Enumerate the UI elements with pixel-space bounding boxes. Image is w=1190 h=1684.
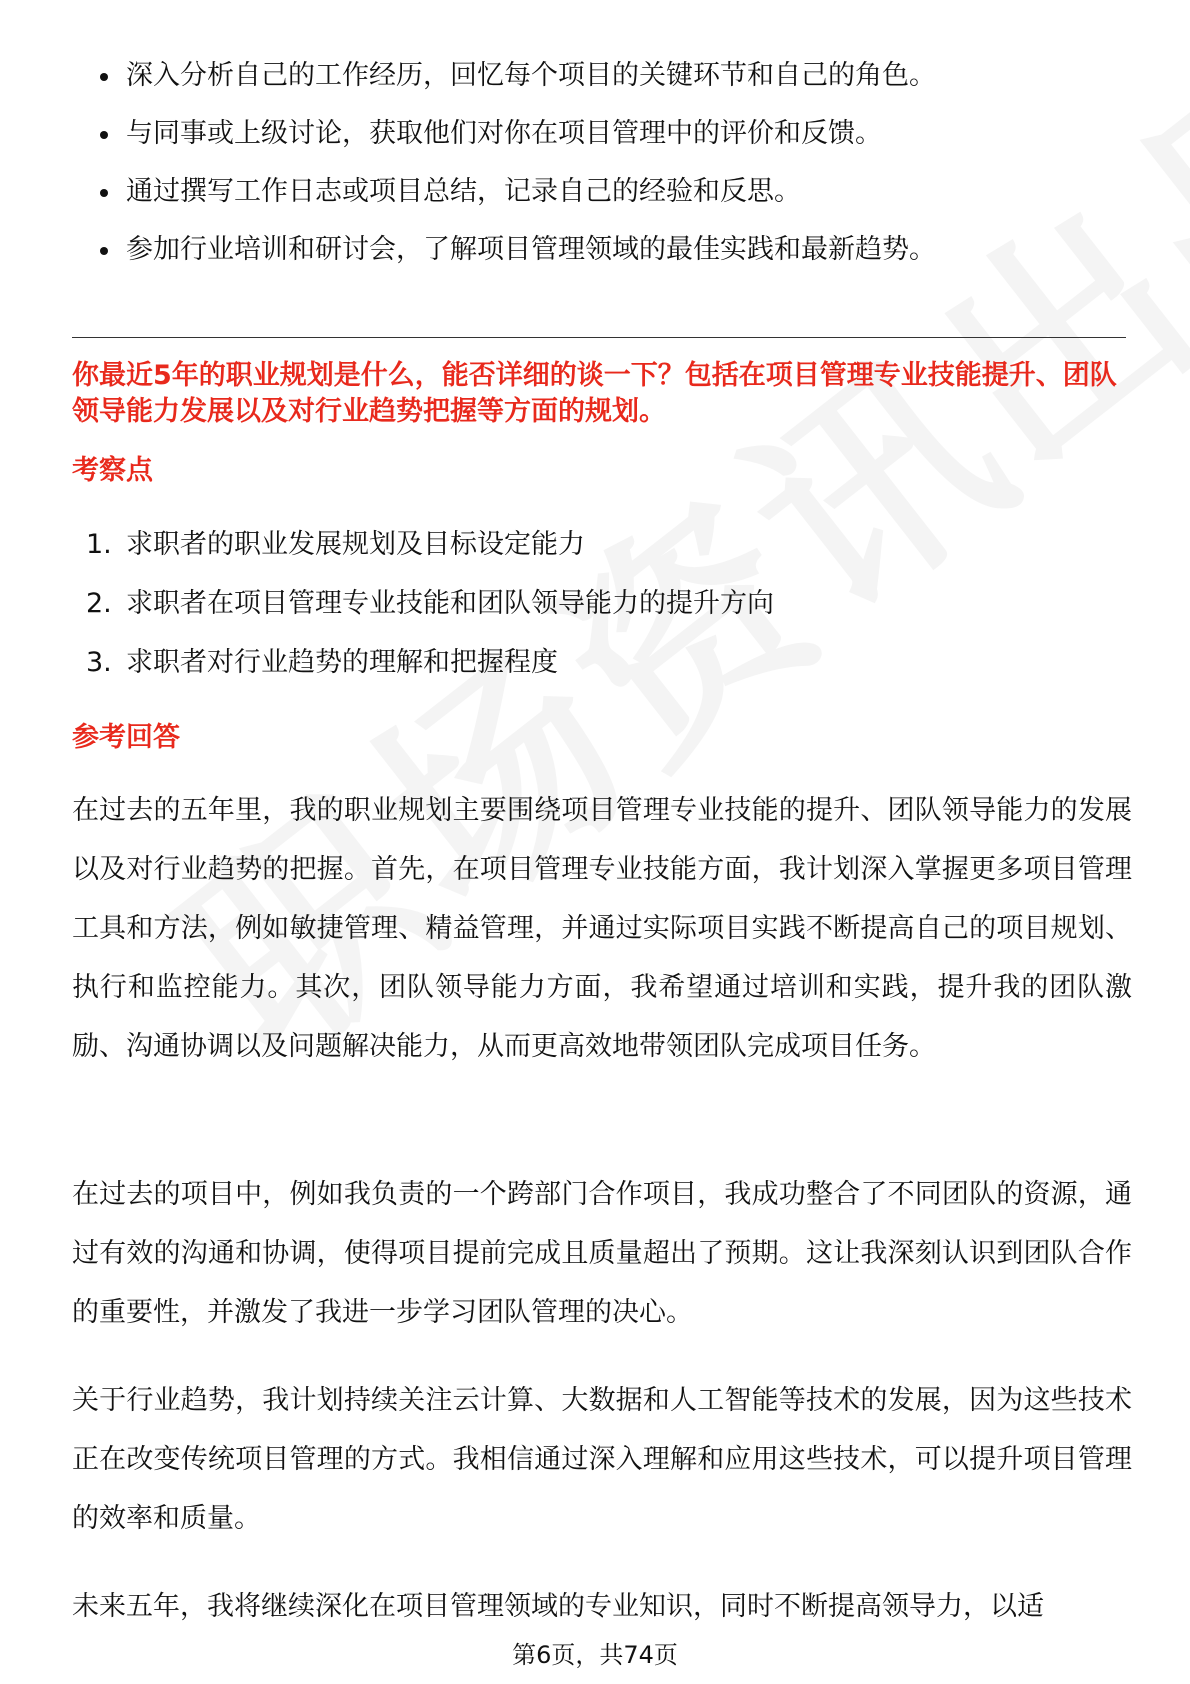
list-item bbox=[72, 114, 1122, 154]
bullet-text: 通过撰写工作日志或项目总结，记录自己的经验和反思。 bbox=[126, 176, 801, 207]
list-item bbox=[72, 643, 1122, 683]
item-number: 2. bbox=[86, 588, 112, 619]
bullet-dot-icon bbox=[100, 73, 108, 81]
interview-question: 你最近5年的职业规划是什么，能否详细的谈一下？包括在项目管理专业技能提升、团队领导能力发展以及对行业趋势把握等方面的规划。 bbox=[72, 360, 1117, 427]
bullet-text: 参加行业培训和研讨会，了解项目管理领域的最佳实践和最新趋势。 bbox=[126, 234, 936, 265]
section-divider bbox=[72, 337, 1126, 338]
bullet-list bbox=[72, 56, 1122, 288]
item-text: 求职者对行业趋势的理解和把握程度 bbox=[126, 647, 558, 678]
page-number: 第6页，共74页 bbox=[512, 1641, 678, 1669]
item-number: 1. bbox=[86, 529, 112, 560]
answer-paragraph: 在过去的五年里，我的职业规划主要围绕项目管理专业技能的提升、团队领导能力的发展以及对行业趋势的把握。首先，在项目管理专业技能方面，我计划深入掌握更多项目管理工具和方法，例如敏捷管理、精益管理，并通过实际项目实践不断提高自己的项目规划、执行和监控能力。其次，团队领导能力方面，我希望通过培训和实践，提升我的团队激励、沟通协调以及问题解决能力，从而更高效地带领团队完成项目任务。 bbox=[72, 795, 1132, 1062]
bullet-dot-icon bbox=[100, 247, 108, 255]
answer-paragraph: 关于行业趋势，我计划持续关注云计算、大数据和人工智能等技术的发展，因为这些技术正在改变传统项目管理的方式。我相信通过深入理解和应用这些技术，可以提升项目管理的效率和质量。 bbox=[72, 1385, 1132, 1534]
item-number: 3. bbox=[86, 647, 112, 678]
bullet-dot-icon bbox=[100, 189, 108, 197]
assessment-list bbox=[72, 525, 1122, 702]
list-item bbox=[72, 172, 1122, 212]
bullet-text: 与同事或上级讨论，获取他们对你在项目管理中的评价和反馈。 bbox=[126, 118, 882, 149]
answer-paragraph: 未来五年，我将继续深化在项目管理领域的专业知识，同时不断提高领导力，以适 bbox=[72, 1591, 1044, 1622]
bullet-dot-icon bbox=[100, 131, 108, 139]
bullet-text: 深入分析自己的工作经历，回忆每个项目的关键环节和自己的角色。 bbox=[126, 60, 936, 91]
list-item bbox=[72, 230, 1122, 270]
item-text: 求职者在项目管理专业技能和团队领导能力的提升方向 bbox=[126, 588, 774, 619]
list-item bbox=[72, 584, 1122, 624]
item-text: 求职者的职业发展规划及目标设定能力 bbox=[126, 529, 585, 560]
list-item bbox=[72, 525, 1122, 565]
assessment-title: 考察点 bbox=[72, 455, 153, 486]
answer-title: 参考回答 bbox=[72, 722, 180, 753]
answer-paragraph: 在过去的项目中，例如我负责的一个跨部门合作项目，我成功整合了不同团队的资源，通过有效的沟通和协调，使得项目提前完成且质量超出了预期。这让我深刻认识到团队合作的重要性，并激发了我进一步学习团队管理的决心。 bbox=[72, 1179, 1132, 1328]
list-item bbox=[72, 56, 1122, 96]
